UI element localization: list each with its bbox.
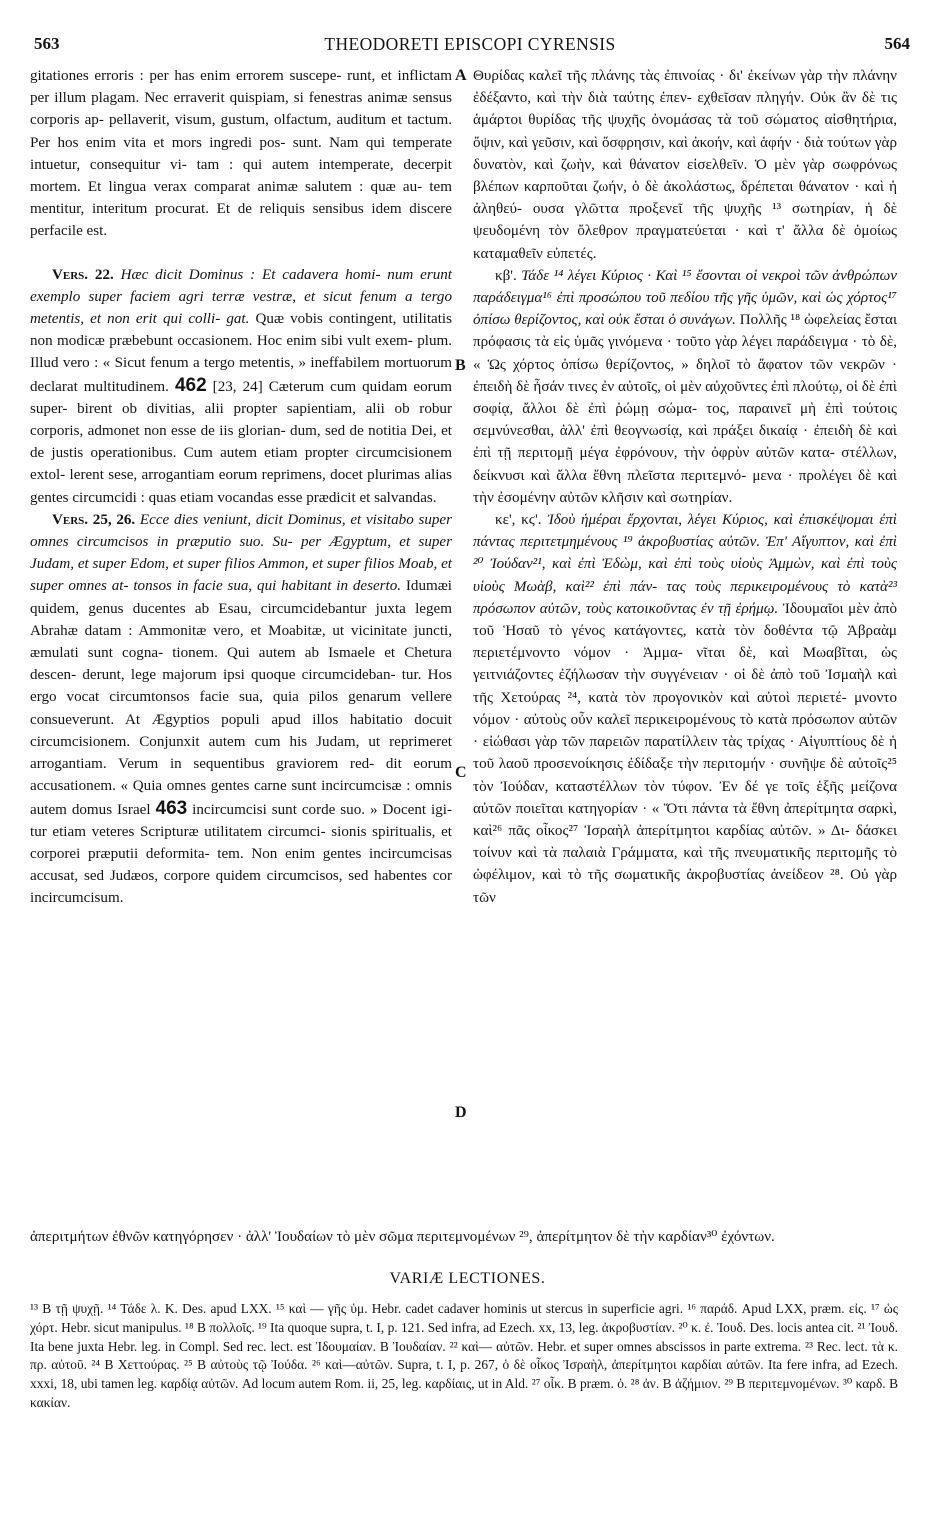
column-number: 462 [174, 374, 207, 396]
latin-commentary: Idumæi quidem, genus ducentes ab Esau, circumcidebantur juxta legem Abrahæ datam : Ammonitæ vero, et Moabitæ, ut vicinitate juncti, æmulati sunt cogna- tionem. Qui autem ab Ismaele et Chetura descen- derunt, lege majorum ipsi quoque circumcideban- tur. Hos ergo vocat circumtonsos facie sua, quia pilos genarum vellere consueverunt. At Ægyptios populi apud illos habitatio docuit circumcisionem. Conjunxit autem cum his Judam, ut reprimeret arrogantiam. Verum in sequentibus graviorem red- dit eorum accusationem. « Quia omnes gentes carne sunt incircumcisæ : omnis autem domus Israel [30, 578, 452, 818]
greek-continuation-text: ἀπεριτμήτων ἐθνῶν κατηγόρησεν · ἀλλ' Ἰουδαίων τὸ μὲν σῶμα περιτεμνομένων ²⁹, ἀπερίτμητον δὲ τὴν καρδίαν³⁰ ἐχόντων. [30, 1229, 775, 1245]
column-number: 463 [155, 797, 188, 819]
greek-lemma: Τάδε ¹⁴ λέγει Κύριος · Καὶ ¹⁵ ἔσονται οἱ νεκροὶ τῶν ἀνθρώπων παράδειγμα¹⁶ ἐπὶ προσώπου τοῦ πεδίου τῆς γῆς ὑμῶν, καὶ ὡς χόρτος¹⁷ ὀπίσω θερίζοντος, καὶ οὐκ ἔσται ὁ συνάγων. [473, 267, 897, 329]
greek-commentary: Πολλῆς ¹⁸ ὠφελείας ἔσται πρόφασις τὰ εἰς ὑμᾶς γινόμενα · τοῦτο γὰρ λέγει παράδειγμα · τὸ δὲ, « Ὡς χόρτος ὀπίσω θερίζοντος, » δηλοῖ τὸ ἄφατον τῶν νεκρῶν · ἐπειδὴ δὲ ἦσάν τινες ἐν αὐτοῖς, οἱ μὲν αὐχοῦντες ἐπὶ πλούτῳ, οἱ δὲ ἐπὶ σοφίᾳ, ἄλλοι δὲ ἐπὶ ῥώμῃ σώμα- τος, παραινεῖ μὴ ἐπὶ τούτοις σεμνύνεσθαι, ἀλλ' ἐπὶ θεογνωσίᾳ, καὶ πράξει δικαίᾳ · ἐπειδὴ δὲ καὶ ἐπὶ τῇ περιτομῇ μέγα ἐφρόνουν, τὴν ὀφρὺν αὐτῶν κατα- στέλλων, δείκνυσι καὶ ἄλλα ἔθνη πλεῖστα περιτεμνό- μενα · προλέγει δὲ καὶ τὴν ἐσομένην αὐτῶν κλῆσιν καὶ σωτηρίαν. [473, 312, 897, 506]
latin-paragraph-3 [30, 509, 452, 910]
greek-continuation [30, 1226, 898, 1248]
margin-letter-a: A [455, 67, 467, 84]
latin-paragraph-2 [30, 264, 452, 509]
latin-commentary: [23, 24] Cæterum cum quidam eorum super- birent ob divitias, alii propter sapientiam, alii ob robur corporis, admonet non esse de iis glorian- dum, sed de notitia Dei, et de justis operationibus. Cum autem etiam propter circumcisionem extol- lerent sese, arrogantiam eorum reprimens, docet plurimas alias gentes circumcidi : quas etiam vocandas esse prædicit et salvandas. [30, 378, 452, 506]
latin-commentary: Quæ vobis contingent, utilitatis non modicæ præbebunt occasionem. Hoc enim sibi vult exem- plum. Illud vero : « Sicut fenum a tergo metentis, » ineffabilem mortuorum declarat multitudinem. [30, 311, 452, 395]
margin-letter-c: C [455, 764, 467, 781]
verse-number: κε', κϛ'. [495, 512, 542, 529]
verse-label: Vers. 22. [52, 266, 114, 283]
variae-lectiones-notes [30, 1300, 898, 1413]
greek-lemma: Ἰδοὺ ἡμέραι ἔρχονται, λέγει Κύριος, καὶ ἐπισκέψομαι ἐπὶ πάντας περιτετμημένους ¹⁹ ἀκροβυστίας αὐτῶν. Ἐπ' Αἴγυπτον, καὶ ἐπὶ ²⁰ Ἰούδαν²¹, καὶ ἐπὶ Ἐδὼμ, καὶ ἐπὶ τοὺς υἱοὺς Ἀμμὼν, καὶ ἐπὶ τοὺς υἱοὺς Μωὰβ, καὶ²² ἐπὶ πάν- τας τοὺς περικειρομένους τὸ κατὰ²³ πρόσωπον αὐτῶν, τοὺς κατοικοῦντας ἐν τῇ ἐρήμῳ. [473, 512, 897, 617]
latin-commentary: incircumcisi sunt corde suo. » Docent igi- tur etiam veteres Scripturæ utilitatem circumci- sionis spiritualis, et corporei præputii deformita- tem. Non enim gentes incircumcisas accusat, sed Judæos, corpore quidem circumcisos, sed habentes cor incircumcisum. [30, 801, 452, 907]
verse-number: κβ'. [495, 267, 517, 284]
margin-letter-b: B [455, 357, 466, 374]
latin-paragraph-1: gitationes erroris : per has enim errorem suscepe- runt, et inflictam per illum plagam. Nec erraverit quispiam, si fenestras animæ sensus corporis ap- pellaverit, visum, gustum, olfactum, auditum et tactum. Per hos enim vita et mors ingredi pos- sunt. Nam qui temperate intuetur, consequitur vi- tam : qui autem intemperate, decerpit mortem. Et lingua verax comparat animæ salutem : quæ au- tem mentitur, interitum procurat. Et de reliquis sensibus idem discere perfacile est. [30, 68, 452, 240]
greek-column [473, 65, 897, 909]
greek-paragraph-2 [473, 265, 897, 509]
running-title: THEODORETI EPISCOPI CYRENSIS [324, 34, 616, 54]
variae-lectiones-heading: VARIÆ LECTIONES. [389, 1270, 546, 1287]
greek-paragraph-1: Θυρίδας καλεῖ τῆς πλάνης τὰς ἐπινοίας · δι' ἐκείνων γὰρ τὴν πλάνην ἐδέξαντο, καὶ τὴν διὰ ταύτης ἐπεν- εχθεῖσαν πληγήν. Οὐκ ἂν δὲ τις ἁμάρτοι θυρίδας τῆς ψυχῆς ὀνομάσας τὰ τοῦ σώματος αἰσθητήρια, ὄψιν, καὶ γεῦσιν, καὶ ὄσφρησιν, καὶ ἀκοήν, καὶ ἁφήν · διὰ τούτων γὰρ δυνατὸν, καὶ ζωὴν, καὶ θάνατον εἰσελθεῖν. Ὁ μὲν γὰρ σωφρόνως βλέπων καρποῦται ζωήν, ὁ δὲ ἀκολάστως, δρέπεται θάνατον · καὶ ἡ ἀληθεύ- ουσα γλῶττα προξενεῖ τῆς ψυχῆς ¹³ σωτηρίαν, ἡ δὲ ψευδομένη τὸν ὄλεθρον πραγματεύεται · καὶ τ' ἄλλα δὲ ὁμοίως καταμαθεῖν εὐπετές. [473, 68, 897, 262]
footnote-text: ¹³ B τῇ ψυχῇ. ¹⁴ Τάδε λ. K. Des. apud LXX. ¹⁵ καὶ — γῆς ὑμ. Hebr. cadet cadaver hominis ut stercus in superficie agri. ¹⁶ παράδ. Apud LXX, præm. εἰς. ¹⁷ ὡς χόρτ. Hebr. sicut manipulus. ¹⁸ B πολλοῖς. ¹⁹ Ita quoque supra, t. I, p. 121. Sed infra, ad Ezech. xx, 13, leg. ἀκροβυστίαν. ²⁰ κ. ἐ. Ἰουδ. Des. locis antea cit. ²¹ Ἰουδ. Ita bene juxta Hebr. leg. in Compl. Sed rec. lect. est Ἰδουμαίαν. B Ἰουδαίαν. ²² καὶ— αὐτῶν. Hebr. et super omnes abscissos in parte extrema. ²³ Rec. lect. τὰ κ. πρ. αὐτοῦ. ²⁴ B Χεττούρας. ²⁵ B αὐτοὺς τῷ Ἰούδα. ²⁶ καὶ—αὐτῶν. Supra, t. I, p. 267, ὁ δὲ οἶκος Ἰσραὴλ, ἀπερίτμητοι καρδίαι αὐτῶν. Ita fere infra, ad Ezech. xxxi, 18, ubi tamen leg. καρδίᾳ αὐτῶν. Ad locum autem Rom. ii, 25, leg. καρδίαις, ut in Ald. ²⁷ οἶκ. B præm. ὁ. ²⁸ ἀν. B ἀζήμιον. ²⁹ B περιτεμνομένων. ³⁰ καρδ. B κακίαν. [30, 1301, 898, 1410]
verse-label: Vers. 25, 26. [52, 511, 136, 528]
page-number-left: 563 [34, 34, 60, 53]
margin-letter-d: D [455, 1104, 467, 1121]
page-number-right: 564 [884, 34, 910, 53]
latin-column [30, 65, 452, 910]
page-header [30, 34, 910, 62]
latin-lemma: Hæc dicit Dominus : Et cadavera homi- num erunt exemplo super faciem agri terræ vestræ, et sicut fenum a tergo metentis, et non erit qui colli- gat. [30, 266, 452, 328]
latin-lemma: Ecce dies veniunt, dicit Dominus, et visitabo super omnes circumcisos in præputio suo. Su- per Ægyptum, et super Judam, et super Edom, et super filios Ammon, et super filios Moab, et super omnes at- tonsos in facie sua, qui habitant in deserto. [30, 511, 452, 595]
greek-paragraph-3 [473, 509, 897, 909]
greek-commentary: Ἰδουμαῖοι μὲν ἀπὸ τοῦ Ἡσαῦ τὸ γένος κατάγοντες, κατὰ τὸν δοθέντα τῷ Ἀβραὰμ περιετέμνοντο νόμον · Ἀμμα- νῖται δὲ, καὶ Μωαβῖται, ὡς γειτνιάζοντες ἐζήλωσαν τὴν συγγένειαν · οἱ δὲ ἀπὸ τοῦ Ἰσμαὴλ καὶ τῆς Χετούρας ²⁴, κατὰ τὸν προγονικὸν καὶ αὐτοὶ περιετέ- μνοντο νόμον · αὐτοὺς οὖν καλεῖ περικειρομένους τὸ κατὰ πρόσωπον αὐτῶν · εἰώθασι γὰρ τῶν παρειῶν παρατίλλειν τὰς τρίχας · Αἰγυπτίους δὲ ἡ τοῦ λαοῦ προσενοίκησις ἐδίδαξε τὴν περιτομήν · συνῆψε δὲ αὐτοῖς²⁵ τὸν Ἰούδαν, καταστέλλων τὸν τύφον. Ἐν δέ γε τοῖς ἑξῆς μείζονα αὐτῶν ποιεῖται κατηγορίαν · « Ὅτι πάντα τὰ ἔθνη ἀπερίτμητα σαρκὶ, καὶ²⁶ πᾶς οἶκος²⁷ Ἰσραὴλ ἀπερίτμητοι καρδίας αὐτῶν. » Δι- δάσκει τοίνυν καὶ τὰ παλαιὰ Γράμματα, καὶ τῆς πνευματικῆς περιτομῆς τὸ ὠφέλιμον, καὶ τὸ τῆς σωματικῆς ἀκροβυστίας ἀνείδεον ²⁸. Οὐ γὰρ τῶν [473, 600, 897, 906]
